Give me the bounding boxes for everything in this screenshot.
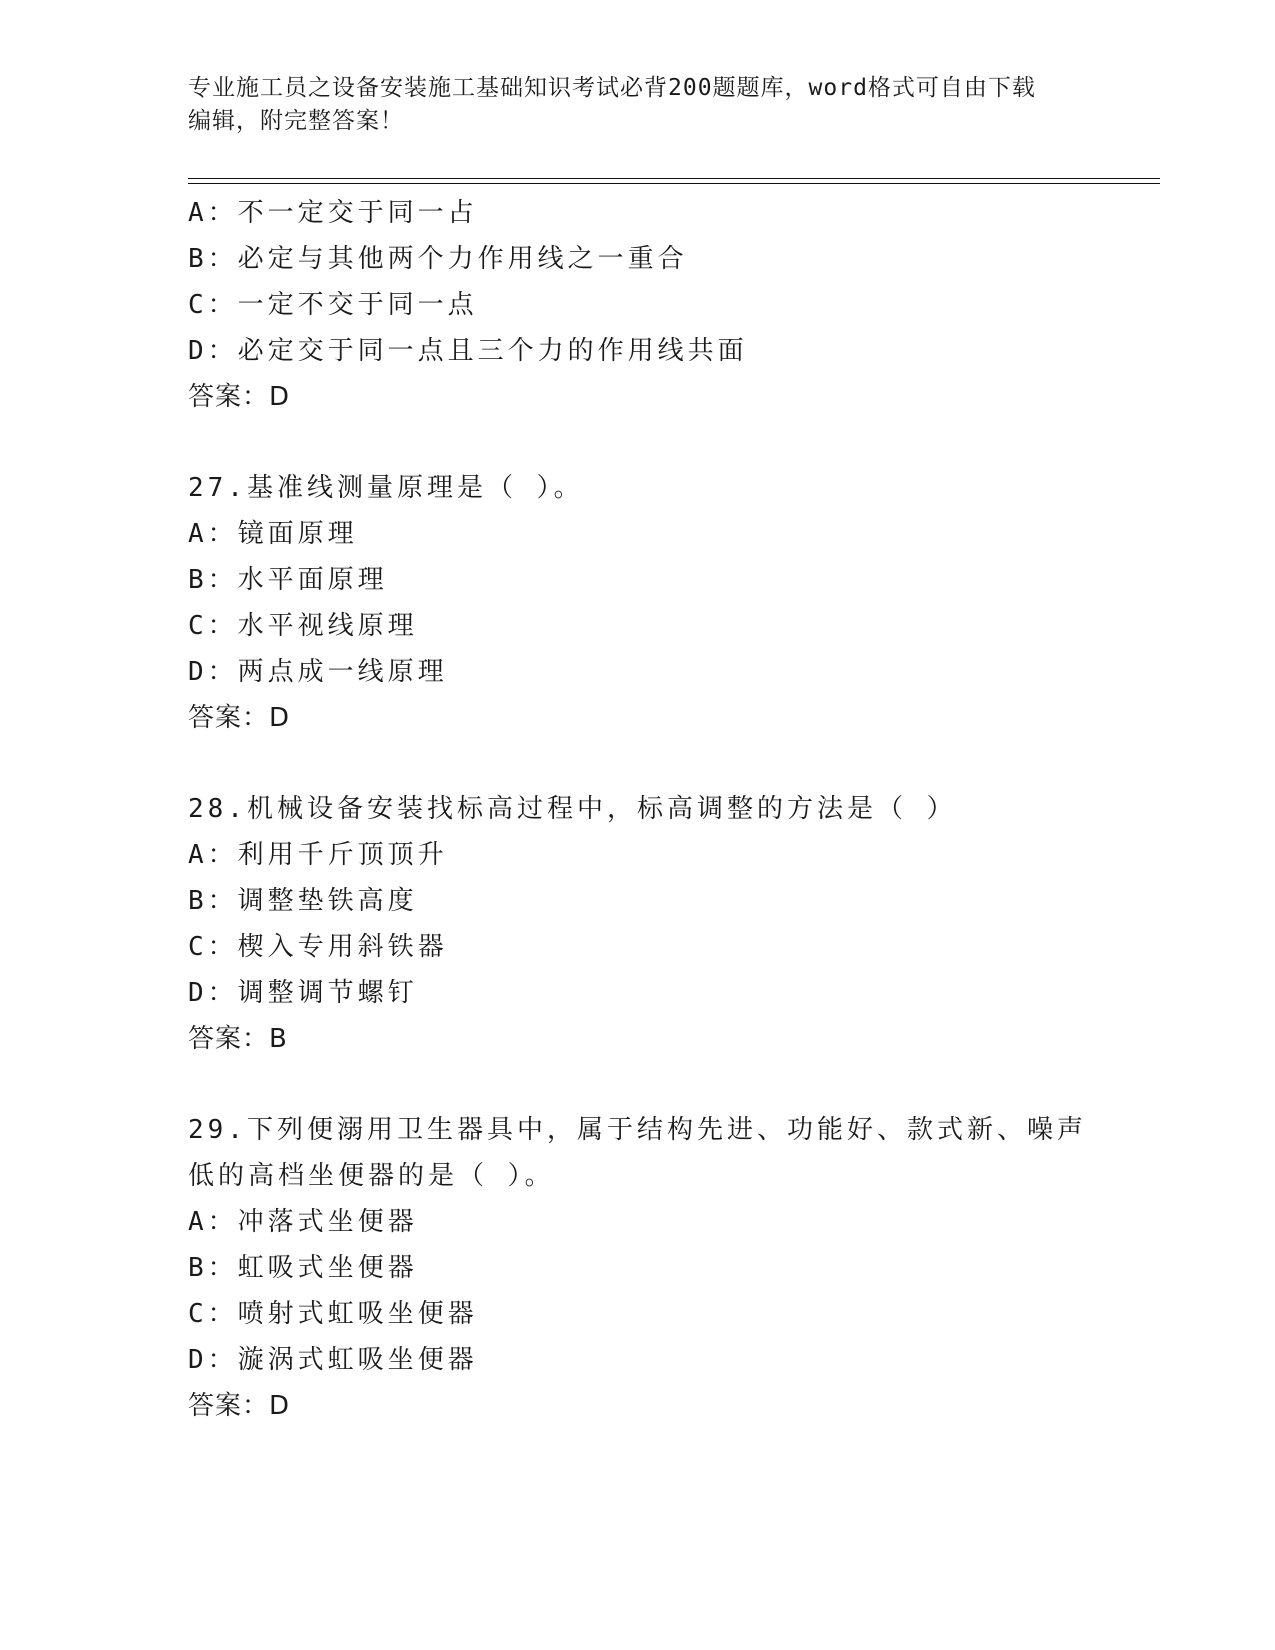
option-b: B：调整垫铁高度	[188, 886, 418, 916]
option-a: A：镜面原理	[188, 519, 358, 549]
option-c: C：楔入专用斜铁器	[188, 932, 448, 962]
option-d: D：必定交于同一点且三个力的作用线共面	[188, 336, 748, 366]
question-block	[188, 190, 1088, 420]
question-text: 29.下列便溺用卫生器具中，属于结构先进、功能好、款式新、噪声低的高档坐便器的是（ ）。	[188, 1115, 1087, 1191]
option-a: A：冲落式坐便器	[188, 1207, 418, 1237]
option-a: A：不一定交于同一占	[188, 198, 478, 228]
header-divider-top	[188, 178, 1160, 179]
header-title-line-2: 编辑，附完整答案！	[188, 108, 404, 134]
answer-line: 答案：D	[188, 703, 291, 733]
question-text: 28.机械设备安装找标高过程中，标高调整的方法是（ ）	[188, 794, 957, 824]
option-b: B：必定与其他两个力作用线之一重合	[188, 244, 688, 274]
question-spacer	[188, 741, 1088, 786]
question-block	[188, 465, 1088, 741]
option-c: C：喷射式虹吸坐便器	[188, 1299, 478, 1329]
option-b: B：水平面原理	[188, 565, 388, 595]
question-block	[188, 1107, 1088, 1429]
answer-line: 答案：B	[188, 1024, 288, 1054]
header-title-line-1: 专业施工员之设备安装施工基础知识考试必背200题题库，word格式可自由下载	[188, 75, 1036, 101]
option-d: D：两点成一线原理	[188, 657, 448, 687]
option-c: C：一定不交于同一点	[188, 290, 478, 320]
option-a: A：利用千斤顶顶升	[188, 840, 448, 870]
question-spacer	[188, 420, 1088, 465]
option-d: D：调整调节螺钉	[188, 978, 418, 1008]
question-list	[188, 190, 1088, 1429]
answer-line: 答案：D	[188, 1391, 291, 1421]
question-text: 27.基准线测量原理是（ ）。	[188, 473, 584, 503]
answer-line: 答案：D	[188, 382, 291, 412]
option-c: C：水平视线原理	[188, 611, 418, 641]
question-spacer	[188, 1062, 1088, 1107]
document-header	[188, 72, 1088, 138]
question-block	[188, 786, 1088, 1062]
option-b: B：虹吸式坐便器	[188, 1253, 418, 1283]
option-d: D：漩涡式虹吸坐便器	[188, 1345, 478, 1375]
header-divider-bottom	[188, 183, 1160, 184]
